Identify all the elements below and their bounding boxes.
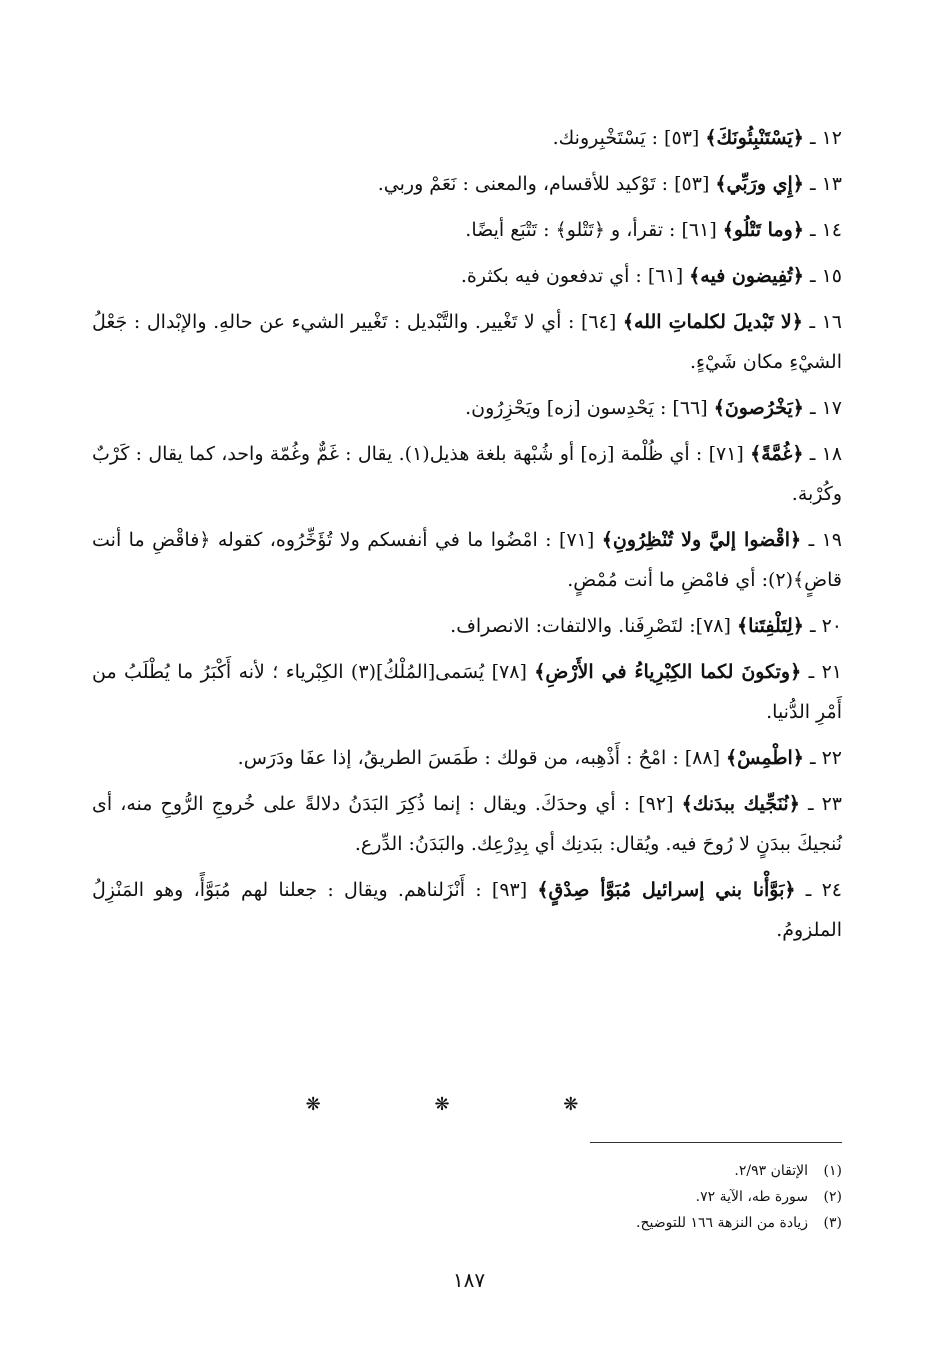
- quran-term: ﴿يَخْرُصونَ﴾: [713, 397, 804, 419]
- entry-explanation: [٨٨] : امْحُ : أَذْهِبه، من قولك : طَمَسَ الطريقُ، إذا عفَا ودَرَس.: [237, 747, 727, 769]
- quran-term: ﴿تُفِيضون فيه﴾: [689, 265, 804, 287]
- glossary-entry: [92, 784, 842, 864]
- entry-explanation: [٦١] : أي تدفعون فيه بكثرة.: [460, 265, 690, 287]
- glossary-entry: [92, 434, 842, 514]
- footnote: [142, 1210, 842, 1236]
- section-divider-stars: ❋ ❋ ❋: [305, 1094, 633, 1115]
- glossary-entry: [92, 388, 842, 428]
- quran-term: ﴿وما تَتْلُو﴾: [722, 219, 804, 241]
- quran-term: ﴿اطْمِسْ﴾: [726, 747, 804, 769]
- glossary-entry: [92, 164, 842, 204]
- footnotes: [142, 1158, 842, 1236]
- glossary-entry: [92, 256, 842, 296]
- entry-explanation: [٩٢] : أي وحدَكَ. ويقال : إنما ذُكِرَ البَدَنُ دلالةً على خُروجِ الرُّوحِ منه، أى نُنجيكَ ببدَنٍ لا رُوحَ فيه. ويُقال: ببَدنِك أي بِدِرْعِك. والبَدَنُ: الدِّرع.: [92, 793, 842, 855]
- footnote: [142, 1184, 842, 1210]
- entry-explanation: [٦١] : تقرأ، و ﴿تَتْلو﴾ : تَتْبَع أيضًا.: [465, 219, 723, 241]
- entry-explanation: [٥٣] : تَوْكيد للأقسام، والمعنى : نَعَمْ وربي.: [377, 173, 716, 195]
- entry-number: ١٧ ـ: [809, 397, 842, 419]
- glossary-entry: [92, 870, 842, 950]
- entry-explanation: [٥٣] : يَسْتَخْبِرونك.: [552, 127, 706, 149]
- quran-term: ﴿إِي ورَبِّي﴾: [715, 173, 804, 195]
- glossary-entry: [92, 118, 842, 158]
- glossary-entry: [92, 606, 842, 646]
- entry-explanation: [٧٨] يُسَمى[المُلْكُ](٣) الكِبْرياء ؛ لأنه أَكْبَرُ ما يُطْلَبُ من أَمْرِ الدُّنيا.: [92, 661, 842, 723]
- entry-number: ١٣ ـ: [809, 173, 842, 195]
- quran-term: ﴿نُنَجِّيك ببدَنك﴾: [681, 793, 800, 815]
- entry-number: ٢٣ ـ: [807, 793, 843, 815]
- entry-number: ٢٠ ـ: [809, 615, 842, 637]
- entry-explanation: [٧١] : امْضُوا ما في أنفسكم ولا تُؤَخِّرُوه، كقوله ﴿فاقْضِ ما أنت قاضٍ﴾(٢): أي فامْضِ ما أنت مُمْضٍ.: [92, 529, 842, 591]
- entry-explanation: [٩٣] : أَنْزَلناهم. ويقال : جعلنا لهم مُبَوَّأً، وهو المَنْزِلُ الملزومُ.: [92, 879, 842, 941]
- entry-number: ١٤ ـ: [809, 219, 842, 241]
- footnote: [142, 1158, 842, 1184]
- entry-number: ١٨ ـ: [809, 443, 843, 465]
- quran-term: ﴿اقْضوا إليَّ ولا تُنْظِرُونِ﴾: [601, 529, 802, 551]
- entry-explanation: [٦٦] : يَحْدِسون [زه] ويَحْزِرُون.: [465, 397, 714, 419]
- entry-number: ١٢ ـ: [809, 127, 842, 149]
- glossary-entry: [92, 652, 842, 732]
- page-number: ١٨٧: [452, 1268, 486, 1292]
- footnote-text: الإتقان ٢/٩٣.: [734, 1163, 808, 1179]
- quran-term: ﴿وتكونَ لكما الكِبْرِياءُ في الأَرْضِ﴾: [534, 661, 802, 683]
- entry-number: ٢٤ ـ: [805, 879, 843, 901]
- footnote-number: (٣): [823, 1215, 842, 1231]
- entry-number: ٢١ ـ: [808, 661, 843, 683]
- quran-term: ﴿غُمَّةً﴾: [750, 443, 804, 465]
- glossary-entry: [92, 520, 842, 600]
- footnote-text: سورة طه، الآية ٧٢.: [695, 1189, 808, 1205]
- entry-number: ٢٢ ـ: [809, 747, 842, 769]
- footnote-number: (٢): [823, 1189, 842, 1205]
- glossary-entry: [92, 302, 842, 382]
- glossary-entries: [92, 118, 842, 956]
- entry-number: ١٥ ـ: [809, 265, 842, 287]
- quran-term: ﴿لِتَلْفِتَنا﴾: [736, 615, 804, 637]
- entry-explanation: [٧٨]: لتَصْرِفَنا. والالتفات: الانصراف.: [450, 615, 737, 637]
- footnote-rule: [590, 1142, 842, 1143]
- quran-term: ﴿يَسْتَنْبِئُونَكَ﴾: [705, 127, 804, 149]
- quran-term: ﴿لا تَبْديلَ لكلماتِ الله﴾: [622, 311, 803, 333]
- entry-number: ١٩ ـ: [808, 529, 843, 551]
- footnote-number: (١): [823, 1163, 842, 1179]
- glossary-entry: [92, 738, 842, 778]
- glossary-entry: [92, 210, 842, 250]
- quran-term: ﴿بَوَّأْنا بني إسرائيل مُبَوَّأ صِدْقٍ﴾: [537, 879, 796, 901]
- entry-explanation: [٦٤] : أي لا تَغْيير. والتَّبْديل : تَغْيير الشيء عن حالهِ. والإبْدال : جَعْلُ الشيْءِ مكان شَيْءٍ.: [92, 311, 842, 373]
- entry-explanation: [٧١] : أي ظُلْمة [زه] أو شُبْهة بلغة هذيل(١). يقال : غَمٌّ وغُمّة واحد، كما يقال : كَرْبٌ وكُرْبة.: [92, 443, 842, 505]
- entry-number: ١٦ ـ: [809, 311, 843, 333]
- footnote-text: زيادة من النزهة ١٦٦ للتوضيح.: [636, 1215, 808, 1231]
